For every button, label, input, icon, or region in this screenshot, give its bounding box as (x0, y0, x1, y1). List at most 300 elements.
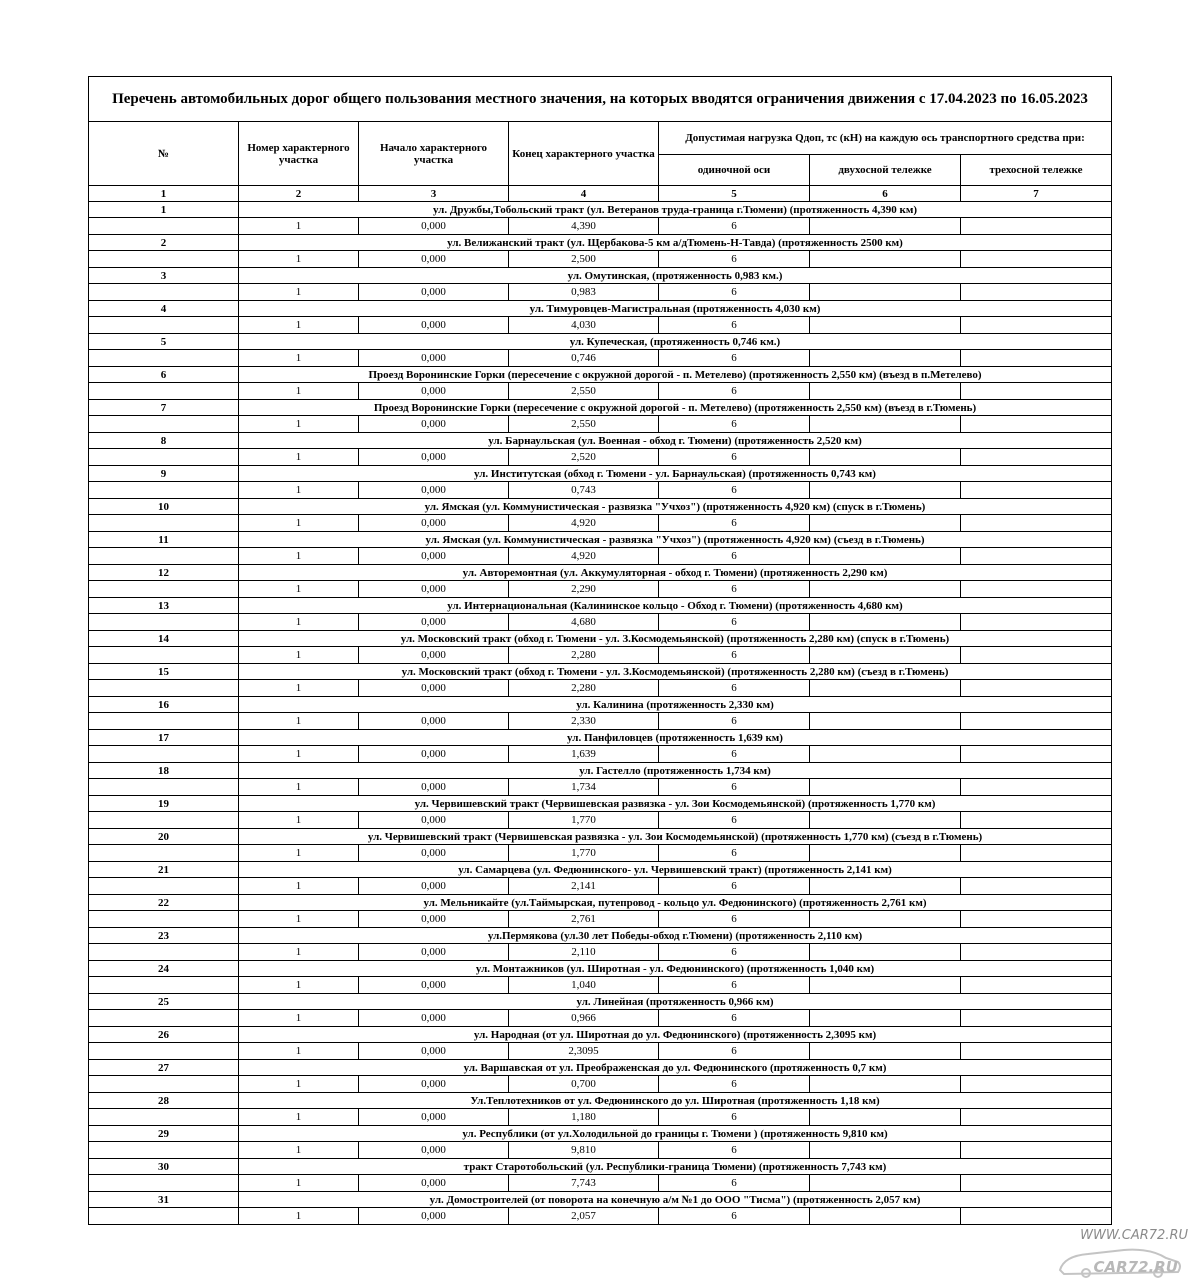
road-name-cell: ул. Народная (от ул. Широтная до ул. Федюнинского) (протяженность 2,3095 км) (239, 1027, 1112, 1043)
road-row (89, 1192, 1112, 1208)
single-axle-load-cell: 6 (659, 1076, 810, 1093)
triple-axle-load-cell (961, 416, 1112, 433)
start-km-cell: 0,000 (359, 1076, 509, 1093)
road-row (89, 730, 1112, 746)
section-number-cell: 1 (239, 713, 359, 730)
road-row (89, 796, 1112, 812)
empty-cell (89, 317, 239, 334)
double-axle-load-cell (810, 647, 961, 664)
empty-cell (89, 911, 239, 928)
start-km-cell: 0,000 (359, 383, 509, 400)
double-axle-load-cell (810, 680, 961, 697)
road-row (89, 499, 1112, 515)
road-name-cell: ул. Калинина (протяженность 2,330 км) (239, 697, 1112, 713)
section-number-cell: 1 (239, 317, 359, 334)
section-number-cell: 1 (239, 416, 359, 433)
triple-axle-load-cell (961, 1208, 1112, 1225)
road-name-cell: ул. Самарцева (ул. Федюнинского- ул. Червишевский тракт) (протяженность 2,141 км) (239, 862, 1112, 878)
road-name-cell: ул. Дружбы,Тобольский тракт (ул. Ветеранов труда-граница г.Тюмени) (протяженность 4,390 км) (239, 202, 1112, 218)
road-row (89, 235, 1112, 251)
document-title: Перечень автомобильных дорог общего пользования местного значения, на которых вводятся ограничения движения с 17.04.2023 по 16.05.2023 (89, 77, 1112, 122)
road-number-cell: 23 (89, 928, 239, 944)
section-number-cell: 1 (239, 977, 359, 994)
section-number-cell: 1 (239, 350, 359, 367)
section-number-cell: 1 (239, 647, 359, 664)
single-axle-load-cell: 6 (659, 284, 810, 301)
section-number-cell: 1 (239, 1076, 359, 1093)
triple-axle-load-cell (961, 977, 1112, 994)
single-axle-load-cell: 6 (659, 746, 810, 763)
road-number-cell: 7 (89, 400, 239, 416)
end-km-cell: 2,280 (509, 680, 659, 697)
road-name-cell: ул. Домостроителей (от поворота на конечную а/м №1 до ООО "Тисма") (протяженность 2,057 км) (239, 1192, 1112, 1208)
section-number-cell: 1 (239, 779, 359, 796)
road-row (89, 895, 1112, 911)
start-km-cell: 0,000 (359, 449, 509, 466)
road-number-cell: 3 (89, 268, 239, 284)
single-axle-load-cell: 6 (659, 1010, 810, 1027)
segment-row (89, 581, 1112, 598)
road-name-cell: ул. Московский тракт (обход г. Тюмени - ул. З.Космодемьянской) (протяженность 2,280 км) (съезд в г.Тюмень) (239, 664, 1112, 680)
road-row (89, 829, 1112, 845)
segment-row (89, 416, 1112, 433)
column-number: 6 (810, 186, 961, 202)
triple-axle-load-cell (961, 944, 1112, 961)
road-number-cell: 5 (89, 334, 239, 350)
single-axle-load-cell: 6 (659, 350, 810, 367)
road-row (89, 466, 1112, 482)
road-number-cell: 16 (89, 697, 239, 713)
road-name-cell: ул. Линейная (протяженность 0,966 км) (239, 994, 1112, 1010)
triple-axle-load-cell (961, 1076, 1112, 1093)
end-km-cell: 4,920 (509, 548, 659, 565)
segment-row (89, 548, 1112, 565)
single-axle-load-cell: 6 (659, 779, 810, 796)
road-restrictions-table (88, 76, 1112, 1225)
road-number-cell: 20 (89, 829, 239, 845)
road-row (89, 334, 1112, 350)
double-axle-load-cell (810, 383, 961, 400)
start-km-cell: 0,000 (359, 1208, 509, 1225)
section-number-cell: 1 (239, 812, 359, 829)
triple-axle-load-cell (961, 383, 1112, 400)
end-km-cell: 2,550 (509, 383, 659, 400)
end-km-cell: 2,057 (509, 1208, 659, 1225)
road-row (89, 1159, 1112, 1175)
segment-row (89, 1010, 1112, 1027)
road-number-cell: 17 (89, 730, 239, 746)
empty-cell (89, 647, 239, 664)
empty-cell (89, 284, 239, 301)
column-number-row (89, 186, 1112, 202)
road-row (89, 862, 1112, 878)
road-number-cell: 29 (89, 1126, 239, 1142)
triple-axle-load-cell (961, 779, 1112, 796)
road-name-cell: ул. Купеческая, (протяженность 0,746 км.) (239, 334, 1112, 350)
single-axle-load-cell: 6 (659, 911, 810, 928)
start-km-cell: 0,000 (359, 317, 509, 334)
single-axle-load-cell: 6 (659, 1043, 810, 1060)
watermark-logo-text: CAR72.RU (1093, 1258, 1178, 1276)
single-axle-load-cell: 6 (659, 812, 810, 829)
road-name-cell: ул. Республики (от ул.Холодильной до границы г. Тюмени ) (протяженность 9,810 км) (239, 1126, 1112, 1142)
empty-cell (89, 251, 239, 268)
single-axle-load-cell: 6 (659, 581, 810, 598)
road-row (89, 1093, 1112, 1109)
road-name-cell: Проезд Воронинские Горки (пересечение с окружной дорогой - п. Метелево) (протяженность 2,550 км) (въезд в п.Метелево) (239, 367, 1112, 383)
segment-row (89, 647, 1112, 664)
triple-axle-load-cell (961, 317, 1112, 334)
triple-axle-load-cell (961, 581, 1112, 598)
segment-row (89, 350, 1112, 367)
empty-cell (89, 482, 239, 499)
empty-cell (89, 746, 239, 763)
segment-row (89, 746, 1112, 763)
road-number-cell: 1 (89, 202, 239, 218)
end-km-cell: 2,3095 (509, 1043, 659, 1060)
end-km-cell: 2,761 (509, 911, 659, 928)
triple-axle-load-cell (961, 647, 1112, 664)
section-number-cell: 1 (239, 218, 359, 235)
road-name-cell: ул. Панфиловцев (протяженность 1,639 км) (239, 730, 1112, 746)
road-row (89, 1060, 1112, 1076)
double-axle-load-cell (810, 284, 961, 301)
section-number-cell: 1 (239, 515, 359, 532)
empty-cell (89, 581, 239, 598)
header-triple-axle: трехосной тележке (961, 155, 1112, 186)
single-axle-load-cell: 6 (659, 1208, 810, 1225)
road-number-cell: 24 (89, 961, 239, 977)
empty-cell (89, 449, 239, 466)
road-name-cell: ул. Омутинская, (протяженность 0,983 км.) (239, 268, 1112, 284)
segment-row (89, 614, 1112, 631)
section-number-cell: 1 (239, 482, 359, 499)
end-km-cell: 0,700 (509, 1076, 659, 1093)
section-number-cell: 1 (239, 1142, 359, 1159)
empty-cell (89, 1109, 239, 1126)
empty-cell (89, 713, 239, 730)
header-row (89, 122, 1112, 155)
start-km-cell: 0,000 (359, 1175, 509, 1192)
single-axle-load-cell: 6 (659, 515, 810, 532)
segment-row (89, 845, 1112, 862)
road-name-cell: Проезд Воронинские Горки (пересечение с окружной дорогой - п. Метелево) (протяженность 2,550 км) (въезд в г.Тюмень) (239, 400, 1112, 416)
end-km-cell: 4,680 (509, 614, 659, 631)
road-row (89, 928, 1112, 944)
empty-cell (89, 1208, 239, 1225)
start-km-cell: 0,000 (359, 746, 509, 763)
road-name-cell: ул. Ямская (ул. Коммунистическая - развязка "Учхоз") (протяженность 4,920 км) (спуск в г.Тюмень) (239, 499, 1112, 515)
end-km-cell: 1,770 (509, 845, 659, 862)
double-axle-load-cell (810, 218, 961, 235)
section-number-cell: 1 (239, 251, 359, 268)
start-km-cell: 0,000 (359, 1142, 509, 1159)
start-km-cell: 0,000 (359, 812, 509, 829)
start-km-cell: 0,000 (359, 1010, 509, 1027)
triple-axle-load-cell (961, 614, 1112, 631)
road-name-cell: ул. Авторемонтная (ул. Аккумуляторная - обход г. Тюмени) (протяженность 2,290 км) (239, 565, 1112, 581)
single-axle-load-cell: 6 (659, 845, 810, 862)
road-number-cell: 9 (89, 466, 239, 482)
column-number: 1 (89, 186, 239, 202)
end-km-cell: 1,639 (509, 746, 659, 763)
single-axle-load-cell: 6 (659, 548, 810, 565)
start-km-cell: 0,000 (359, 1109, 509, 1126)
single-axle-load-cell: 6 (659, 1142, 810, 1159)
double-axle-load-cell (810, 845, 961, 862)
end-km-cell: 0,966 (509, 1010, 659, 1027)
double-axle-load-cell (810, 416, 961, 433)
double-axle-load-cell (810, 482, 961, 499)
end-km-cell: 1,180 (509, 1109, 659, 1126)
road-row (89, 1027, 1112, 1043)
road-row (89, 367, 1112, 383)
empty-cell (89, 1010, 239, 1027)
road-row (89, 1126, 1112, 1142)
triple-axle-load-cell (961, 812, 1112, 829)
end-km-cell: 0,746 (509, 350, 659, 367)
road-number-cell: 21 (89, 862, 239, 878)
header-start: Начало характерного участка (359, 122, 509, 186)
empty-cell (89, 1043, 239, 1060)
section-number-cell: 1 (239, 1208, 359, 1225)
single-axle-load-cell: 6 (659, 449, 810, 466)
empty-cell (89, 1142, 239, 1159)
segment-row (89, 218, 1112, 235)
start-km-cell: 0,000 (359, 251, 509, 268)
single-axle-load-cell: 6 (659, 878, 810, 895)
road-row (89, 598, 1112, 614)
empty-cell (89, 680, 239, 697)
empty-cell (89, 383, 239, 400)
double-axle-load-cell (810, 713, 961, 730)
single-axle-load-cell: 6 (659, 482, 810, 499)
double-axle-load-cell (810, 878, 961, 895)
road-number-cell: 12 (89, 565, 239, 581)
end-km-cell: 0,743 (509, 482, 659, 499)
section-number-cell: 1 (239, 680, 359, 697)
section-number-cell: 1 (239, 548, 359, 565)
triple-axle-load-cell (961, 1010, 1112, 1027)
section-number-cell: 1 (239, 581, 359, 598)
segment-row (89, 680, 1112, 697)
section-number-cell: 1 (239, 449, 359, 466)
end-km-cell: 9,810 (509, 1142, 659, 1159)
start-km-cell: 0,000 (359, 977, 509, 994)
triple-axle-load-cell (961, 218, 1112, 235)
double-axle-load-cell (810, 1142, 961, 1159)
end-km-cell: 7,743 (509, 1175, 659, 1192)
section-number-cell: 1 (239, 1010, 359, 1027)
double-axle-load-cell (810, 779, 961, 796)
start-km-cell: 0,000 (359, 1043, 509, 1060)
single-axle-load-cell: 6 (659, 1109, 810, 1126)
segment-row (89, 1208, 1112, 1225)
start-km-cell: 0,000 (359, 515, 509, 532)
segment-row (89, 317, 1112, 334)
road-number-cell: 26 (89, 1027, 239, 1043)
road-number-cell: 25 (89, 994, 239, 1010)
empty-cell (89, 977, 239, 994)
road-number-cell: 2 (89, 235, 239, 251)
section-number-cell: 1 (239, 614, 359, 631)
road-name-cell: ул. Московский тракт (обход г. Тюмени - ул. З.Космодемьянской) (протяженность 2,280 км) (спуск в г.Тюмень) (239, 631, 1112, 647)
column-number: 7 (961, 186, 1112, 202)
header-end: Конец характерного участка (509, 122, 659, 186)
segment-row (89, 911, 1112, 928)
triple-axle-load-cell (961, 548, 1112, 565)
empty-cell (89, 218, 239, 235)
end-km-cell: 2,550 (509, 416, 659, 433)
end-km-cell: 4,030 (509, 317, 659, 334)
header-num: № (89, 122, 239, 186)
section-number-cell: 1 (239, 1175, 359, 1192)
road-name-cell: ул. Институтская (обход г. Тюмени - ул. Барнаульская) (протяженность 0,743 км) (239, 466, 1112, 482)
single-axle-load-cell: 6 (659, 944, 810, 961)
start-km-cell: 0,000 (359, 482, 509, 499)
triple-axle-load-cell (961, 1043, 1112, 1060)
start-km-cell: 0,000 (359, 779, 509, 796)
segment-row (89, 1175, 1112, 1192)
start-km-cell: 0,000 (359, 350, 509, 367)
triple-axle-load-cell (961, 515, 1112, 532)
double-axle-load-cell (810, 515, 961, 532)
road-name-cell: ул. Барнаульская (ул. Военная - обход г. Тюмени) (протяженность 2,520 км) (239, 433, 1112, 449)
single-axle-load-cell: 6 (659, 680, 810, 697)
double-axle-load-cell (810, 350, 961, 367)
road-row (89, 631, 1112, 647)
triple-axle-load-cell (961, 680, 1112, 697)
column-number: 4 (509, 186, 659, 202)
section-number-cell: 1 (239, 944, 359, 961)
road-row (89, 532, 1112, 548)
triple-axle-load-cell (961, 911, 1112, 928)
road-number-cell: 30 (89, 1159, 239, 1175)
road-row (89, 202, 1112, 218)
start-km-cell: 0,000 (359, 548, 509, 565)
site-watermark (1028, 1228, 1188, 1280)
road-name-cell: ул. Велижанский тракт (ул. Щербакова-5 км а/дТюмень-Н-Тавда) (протяженность 2500 км) (239, 235, 1112, 251)
start-km-cell: 0,000 (359, 944, 509, 961)
start-km-cell: 0,000 (359, 680, 509, 697)
road-number-cell: 10 (89, 499, 239, 515)
section-number-cell: 1 (239, 1043, 359, 1060)
empty-cell (89, 845, 239, 862)
triple-axle-load-cell (961, 482, 1112, 499)
road-row (89, 961, 1112, 977)
end-km-cell: 4,390 (509, 218, 659, 235)
segment-row (89, 515, 1112, 532)
header-load-group: Допустимая нагрузка Qдоп, тс (кН) на каждую ось транспортного средства при: (659, 122, 1112, 155)
header-double-axle: двухосной тележке (810, 155, 961, 186)
road-number-cell: 4 (89, 301, 239, 317)
double-axle-load-cell (810, 746, 961, 763)
road-number-cell: 6 (89, 367, 239, 383)
triple-axle-load-cell (961, 449, 1112, 466)
road-row (89, 664, 1112, 680)
double-axle-load-cell (810, 581, 961, 598)
single-axle-load-cell: 6 (659, 218, 810, 235)
double-axle-load-cell (810, 977, 961, 994)
end-km-cell: 4,920 (509, 515, 659, 532)
double-axle-load-cell (810, 1076, 961, 1093)
road-number-cell: 28 (89, 1093, 239, 1109)
end-km-cell: 1,734 (509, 779, 659, 796)
segment-row (89, 1109, 1112, 1126)
empty-cell (89, 1076, 239, 1093)
segment-row (89, 1142, 1112, 1159)
double-axle-load-cell (810, 1010, 961, 1027)
segment-row (89, 713, 1112, 730)
single-axle-load-cell: 6 (659, 647, 810, 664)
single-axle-load-cell: 6 (659, 383, 810, 400)
start-km-cell: 0,000 (359, 416, 509, 433)
single-axle-load-cell: 6 (659, 713, 810, 730)
road-row (89, 994, 1112, 1010)
segment-row (89, 977, 1112, 994)
column-number: 5 (659, 186, 810, 202)
double-axle-load-cell (810, 614, 961, 631)
segment-row (89, 812, 1112, 829)
segment-row (89, 449, 1112, 466)
end-km-cell: 1,770 (509, 812, 659, 829)
empty-cell (89, 944, 239, 961)
segment-row (89, 1043, 1112, 1060)
triple-axle-load-cell (961, 284, 1112, 301)
segment-row (89, 482, 1112, 499)
road-number-cell: 8 (89, 433, 239, 449)
column-number: 2 (239, 186, 359, 202)
triple-axle-load-cell (961, 1109, 1112, 1126)
header-single-axle: одиночной оси (659, 155, 810, 186)
empty-cell (89, 779, 239, 796)
road-row (89, 301, 1112, 317)
empty-cell (89, 515, 239, 532)
double-axle-load-cell (810, 251, 961, 268)
end-km-cell: 2,110 (509, 944, 659, 961)
road-number-cell: 27 (89, 1060, 239, 1076)
double-axle-load-cell (810, 548, 961, 565)
road-name-cell: ул. Тимуровцев-Магистральная (протяженность 4,030 км) (239, 301, 1112, 317)
road-number-cell: 11 (89, 532, 239, 548)
segment-row (89, 1076, 1112, 1093)
road-name-cell: ул. Гастелло (протяженность 1,734 км) (239, 763, 1112, 779)
double-axle-load-cell (810, 1208, 961, 1225)
empty-cell (89, 548, 239, 565)
road-name-cell: ул. Интернациональная (Калининское кольцо - Обход г. Тюмени) (протяженность 4,680 км) (239, 598, 1112, 614)
double-axle-load-cell (810, 317, 961, 334)
road-number-cell: 31 (89, 1192, 239, 1208)
end-km-cell: 2,330 (509, 713, 659, 730)
empty-cell (89, 1175, 239, 1192)
start-km-cell: 0,000 (359, 878, 509, 895)
empty-cell (89, 878, 239, 895)
road-number-cell: 19 (89, 796, 239, 812)
road-number-cell: 13 (89, 598, 239, 614)
section-number-cell: 1 (239, 746, 359, 763)
road-name-cell: тракт Старотобольский (ул. Республики-граница Тюмени) (протяженность 7,743 км) (239, 1159, 1112, 1175)
start-km-cell: 0,000 (359, 581, 509, 598)
triple-axle-load-cell (961, 1142, 1112, 1159)
triple-axle-load-cell (961, 1175, 1112, 1192)
watermark-url: WWW.CAR72.RU (1080, 1228, 1188, 1243)
segment-row (89, 383, 1112, 400)
triple-axle-load-cell (961, 845, 1112, 862)
single-axle-load-cell: 6 (659, 614, 810, 631)
single-axle-load-cell: 6 (659, 251, 810, 268)
column-number: 3 (359, 186, 509, 202)
end-km-cell: 0,983 (509, 284, 659, 301)
